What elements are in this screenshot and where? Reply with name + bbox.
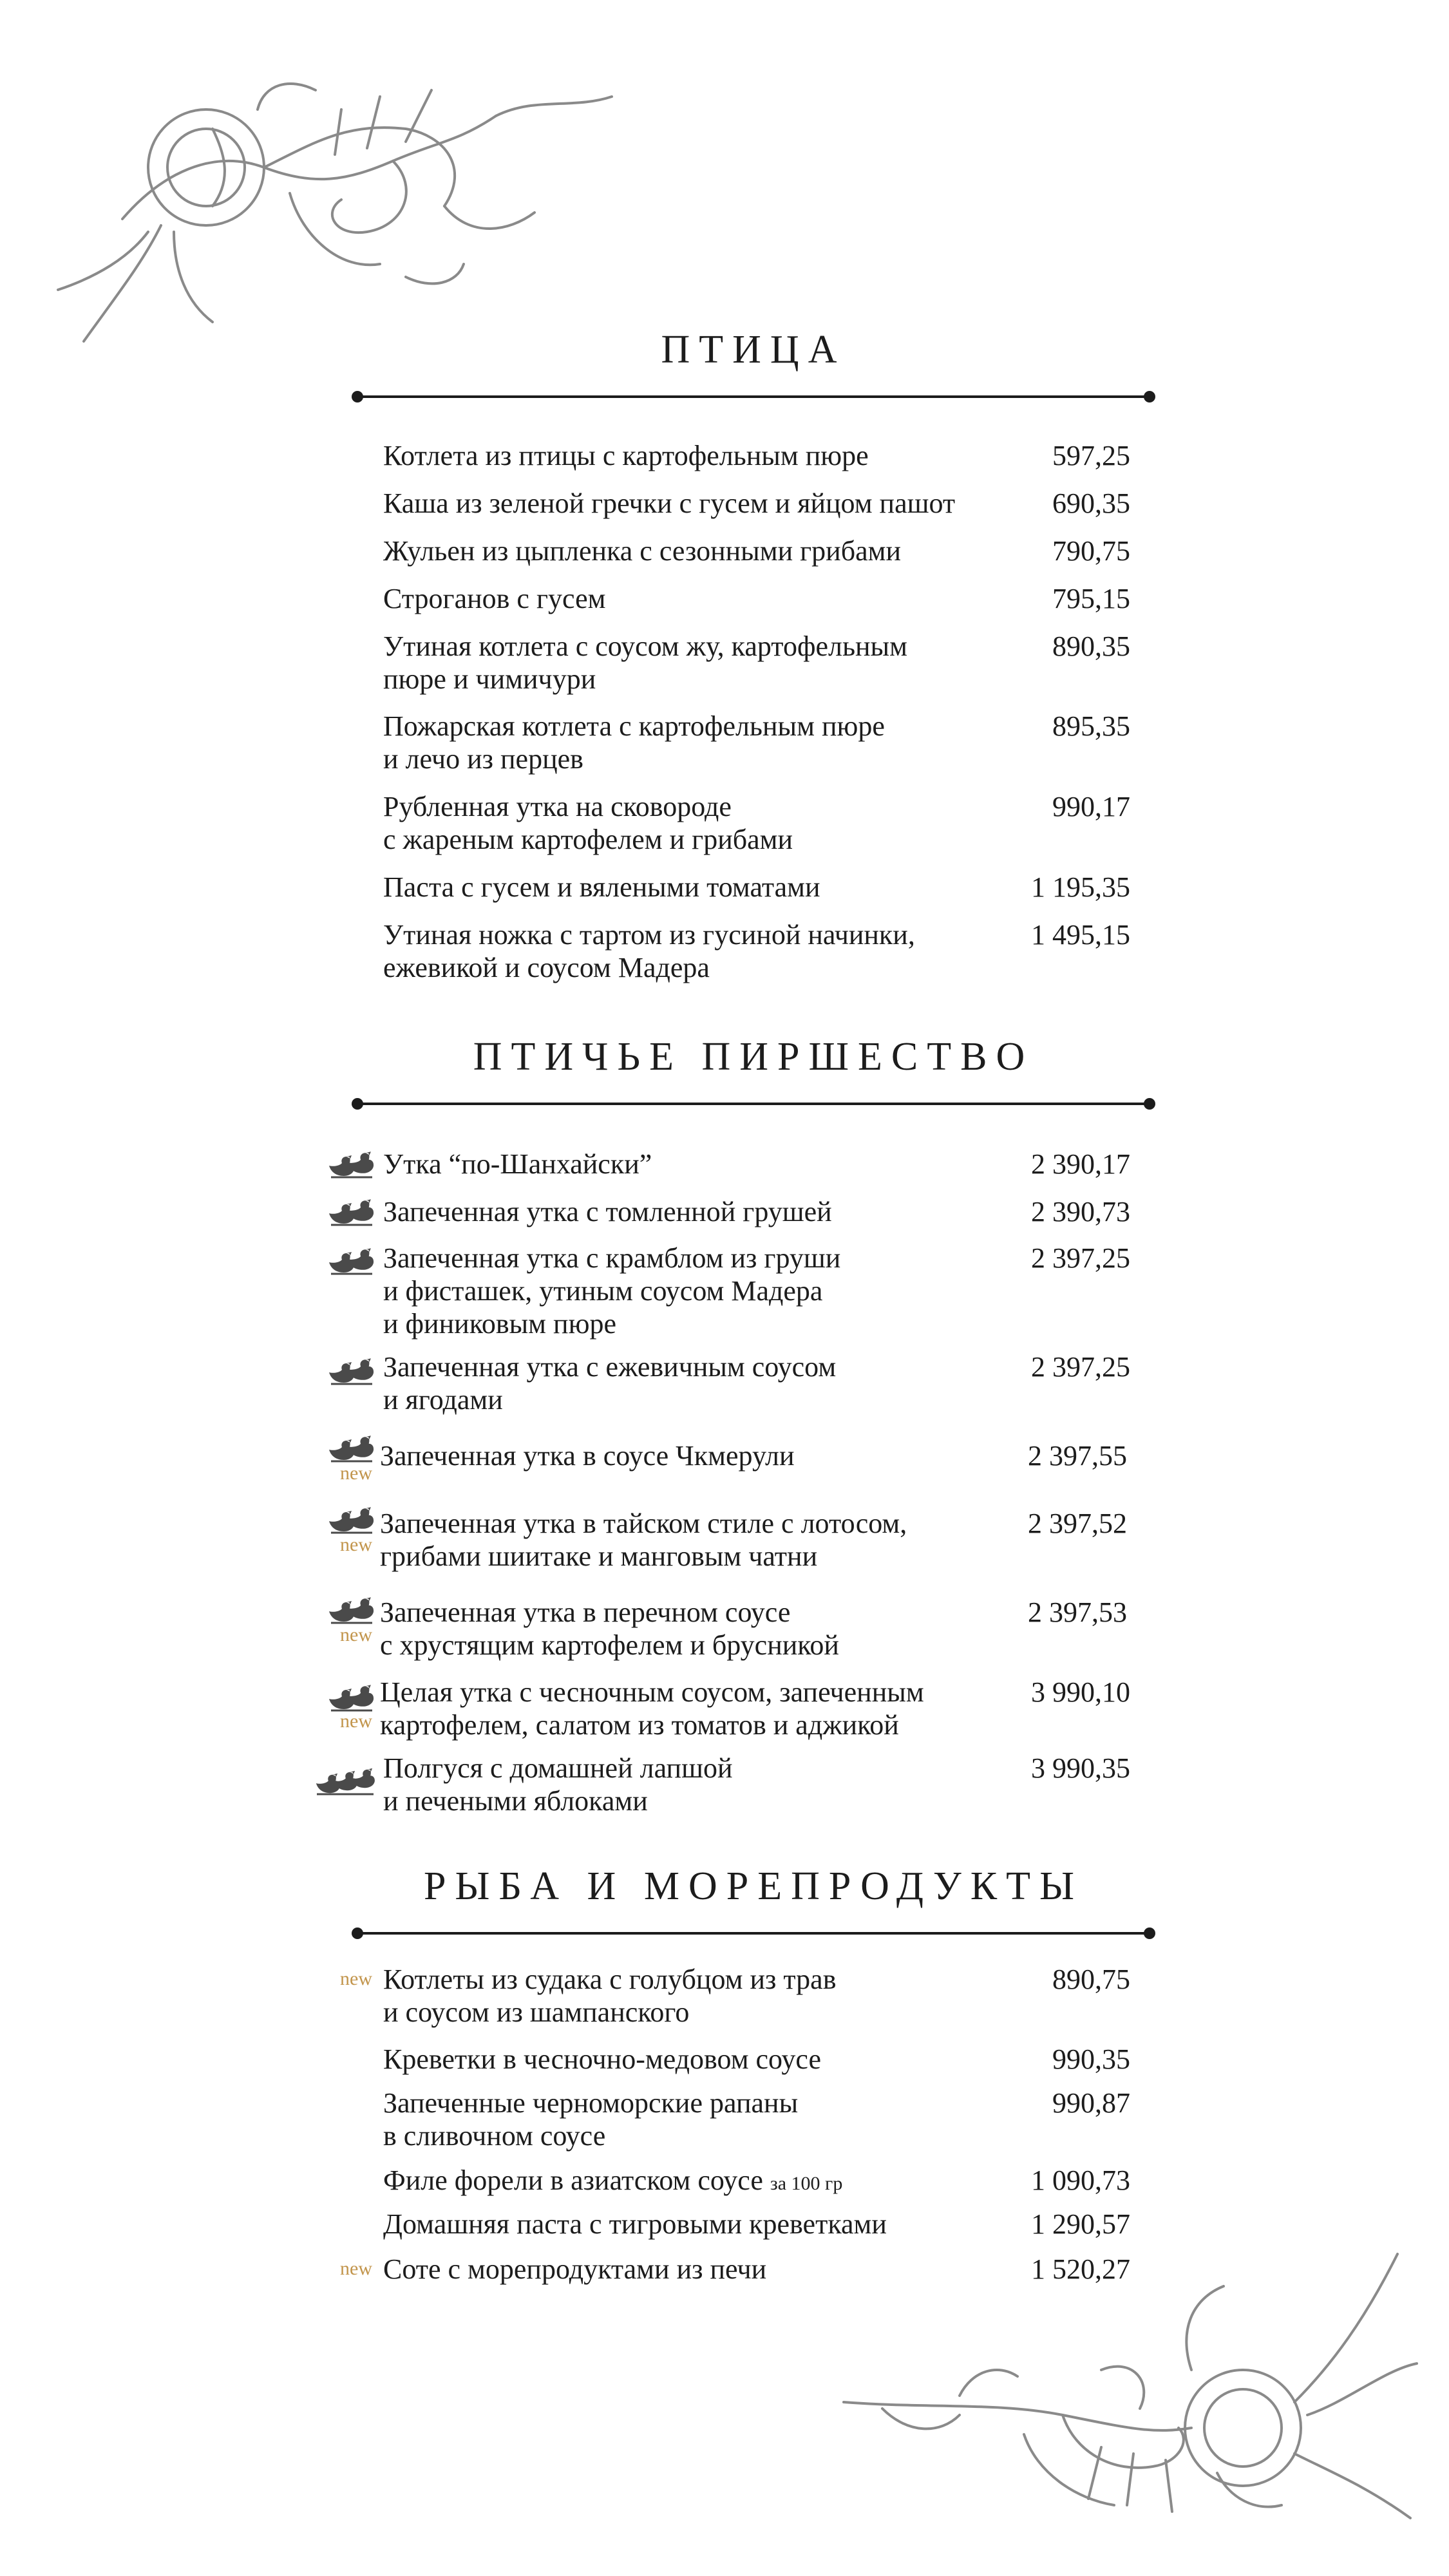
item-unit: за 100 гр bbox=[770, 2173, 843, 2194]
duck-pair-icon bbox=[327, 1673, 376, 1712]
item-name: Утиная ножка с тартом из гусиной начинки, ежевикой и соусом Мадера bbox=[383, 919, 915, 983]
item-price: 990,17 bbox=[1052, 791, 1130, 822]
item-price: 2 397,53 bbox=[1028, 1596, 1127, 1628]
new-badge: new bbox=[340, 1534, 372, 1555]
item-name: Креветки в чесночно-медовом соусе bbox=[383, 2043, 821, 2075]
section-title: ПТИЧЬЕ ПИРШЕСТВО bbox=[473, 1035, 1034, 1079]
item-price: 990,35 bbox=[1052, 2043, 1130, 2075]
item-name: Утиная котлета с соусом жу, картофельным пюре и чимичури bbox=[383, 630, 907, 695]
item-price: 3 990,10 bbox=[1031, 1676, 1130, 1708]
item-name bbox=[383, 2164, 1027, 2200]
duck-pair-icon bbox=[327, 1236, 376, 1275]
item-name: Строганов с гусем bbox=[383, 583, 606, 614]
item-name: Запеченные черноморские рапаны в сливочном соусе bbox=[383, 2087, 799, 2152]
duck-pair-icon bbox=[327, 1495, 376, 1534]
duck-pair-icon bbox=[327, 1140, 376, 1179]
item-price: 895,35 bbox=[1052, 710, 1130, 742]
item-name: Паста с гусем и вялеными томатами bbox=[383, 871, 820, 903]
item-price: 2 397,25 bbox=[1031, 1242, 1130, 1274]
top-left-ornament-icon bbox=[45, 71, 625, 361]
new-badge: new bbox=[340, 1463, 372, 1484]
item-price: 795,15 bbox=[1052, 583, 1130, 614]
section-divider bbox=[357, 1932, 1150, 1935]
item-name: Рубленная утка на сковороде с жареным картофелем и грибами bbox=[383, 791, 793, 855]
item-price: 1 520,27 bbox=[1031, 2253, 1130, 2285]
item-price: 1 090,73 bbox=[1031, 2164, 1130, 2196]
item-name: Целая утка с чесночным соусом, запеченным картофелем, салатом из томатов и аджикой bbox=[380, 1676, 924, 1741]
item-name: Каша из зеленой гречки с гусем и яйцом пашот bbox=[383, 488, 956, 519]
section-title: РЫБА И МОРЕПРОДУКТЫ bbox=[423, 1864, 1084, 1908]
item-name: Пожарская котлета с картофельным пюре и лечо из перцев bbox=[383, 710, 885, 775]
duck-trio-icon bbox=[314, 1759, 376, 1795]
duck-pair-icon bbox=[327, 1586, 376, 1624]
item-price: 1 195,35 bbox=[1031, 871, 1130, 903]
item-name: Запеченная утка в соусе Чкмерули bbox=[380, 1440, 795, 1472]
duck-pair-icon bbox=[327, 1424, 376, 1463]
item-name: Запеченная утка с крамблом из груши и фисташек, утиным соусом Мадера и финиковым пюре bbox=[383, 1242, 841, 1340]
item-price: 2 390,73 bbox=[1031, 1196, 1130, 1227]
item-name: Соте с морепродуктами из печи bbox=[383, 2253, 767, 2285]
duck-pair-icon bbox=[327, 1188, 376, 1226]
item-price: 990,87 bbox=[1052, 2087, 1130, 2119]
item-price: 890,35 bbox=[1052, 630, 1130, 662]
item-name-text: Филе форели в азиатском соусе bbox=[383, 2164, 763, 2196]
item-price: 3 990,35 bbox=[1031, 1752, 1130, 1784]
item-price: 2 397,52 bbox=[1028, 1508, 1127, 1539]
item-name: Утка “по-Шанхайски” bbox=[383, 1148, 652, 1180]
item-name: Запеченная утка в тайском стиле с лотосом, грибами шиитаке и манговым чатни bbox=[380, 1508, 907, 1572]
new-badge: new bbox=[340, 2258, 372, 2279]
new-badge: new bbox=[340, 1968, 372, 1989]
new-badge: new bbox=[340, 1624, 372, 1645]
section-title: ПТИЦА bbox=[661, 328, 846, 372]
item-price: 2 397,25 bbox=[1031, 1351, 1130, 1383]
item-name: Запеченная утка в перечном соусе с хрустящим картофелем и брусникой bbox=[380, 1596, 839, 1661]
item-name: Полгуся с домашней лапшой и печеными яблоками bbox=[383, 1752, 733, 1817]
item-name: Домашняя паста с тигровыми креветками bbox=[383, 2208, 887, 2240]
item-name: Запеченная утка с томленной грушей bbox=[383, 1196, 832, 1227]
new-badge: new bbox=[340, 1710, 372, 1732]
item-price: 2 390,17 bbox=[1031, 1148, 1130, 1180]
section-divider bbox=[357, 1103, 1150, 1105]
duck-pair-icon bbox=[327, 1347, 376, 1385]
section-divider bbox=[357, 395, 1150, 398]
item-price: 1 290,57 bbox=[1031, 2208, 1130, 2240]
item-name: Котлета из птицы с картофельным пюре bbox=[383, 440, 869, 471]
item-price: 597,25 bbox=[1052, 440, 1130, 471]
item-name: Жульен из цыпленка с сезонными грибами bbox=[383, 535, 902, 567]
item-name: Запеченная утка с ежевичным соусом и ягодами bbox=[383, 1351, 837, 1416]
item-price: 2 397,55 bbox=[1028, 1440, 1127, 1472]
item-name: Котлеты из судака с голубцом из трав и соусом из шампанского bbox=[383, 1964, 837, 2028]
item-price: 890,75 bbox=[1052, 1964, 1130, 1995]
item-price: 790,75 bbox=[1052, 535, 1130, 567]
item-price: 1 495,15 bbox=[1031, 919, 1130, 951]
item-price: 690,35 bbox=[1052, 488, 1130, 519]
